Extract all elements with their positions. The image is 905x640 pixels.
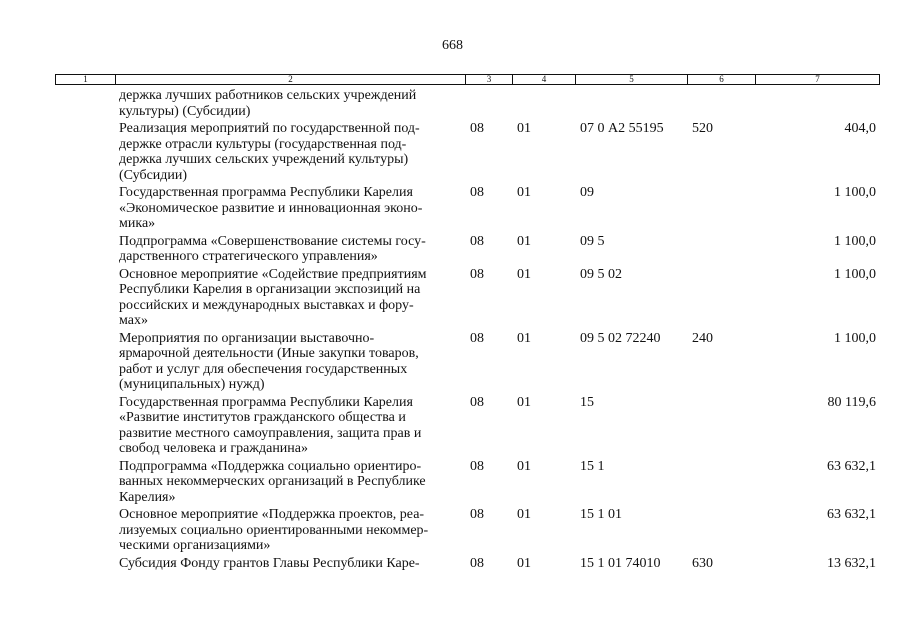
row-target-code: 15 1	[580, 458, 605, 474]
column-header-1: 1	[56, 75, 116, 85]
row-section: 08	[470, 233, 484, 249]
table-row	[55, 507, 879, 554]
table-row	[55, 556, 879, 572]
row-subsection: 01	[517, 266, 531, 282]
table-row	[55, 121, 879, 183]
row-target-code: 15 1 01	[580, 507, 622, 522]
row-target-code: 09 5	[580, 233, 605, 249]
row-name: Основное мероприятие «Поддержка проектов, реа- лизуемых социально ориентированными некоммер- ческими организациями»	[119, 507, 429, 553]
row-target-code: 09 5 02	[580, 266, 622, 282]
row-amount: 80 119,6	[827, 394, 876, 410]
row-name: Субсидия Фонду грантов Главы Республики Каре-	[119, 555, 420, 571]
column-header-4: 4	[513, 75, 576, 85]
row-target-code: 09	[580, 185, 594, 200]
row-name: держка лучших работников сельских учреждений культуры) (Субсидии)	[119, 88, 417, 119]
table-row	[55, 459, 879, 506]
row-target-code: 07 0 А2 55195	[580, 121, 664, 136]
column-header-2: 2	[116, 75, 466, 85]
row-name: Подпрограмма «Совершенствование системы госу- дарственного стратегического управления»	[119, 233, 426, 264]
column-header-3: 3	[466, 75, 513, 85]
row-target-code: 15	[580, 394, 594, 410]
row-name: Государственная программа Республики Карелия «Экономическое развитие и инновационная эконо- мика»	[119, 185, 423, 231]
row-subsection: 01	[517, 394, 531, 410]
column-header-7: 7	[756, 75, 880, 85]
row-expense-type: 520	[692, 121, 713, 136]
row-amount: 1 100,0	[834, 185, 876, 200]
row-name: Государственная программа Республики Карелия «Развитие институтов гражданского общества и развитие местного самоуправления, защита прав и свобод человека и гражданина»	[119, 394, 422, 456]
row-target-code: 15 1 01 74010	[580, 555, 661, 571]
row-section: 08	[470, 330, 484, 346]
column-header-row	[56, 75, 880, 85]
table-row	[55, 395, 879, 457]
column-header-6: 6	[688, 75, 756, 85]
row-amount: 63 632,1	[827, 458, 876, 474]
row-subsection: 01	[517, 507, 531, 522]
row-subsection: 01	[517, 330, 531, 346]
row-subsection: 01	[517, 458, 531, 474]
row-amount: 1 100,0	[834, 330, 876, 346]
row-subsection: 01	[517, 121, 531, 136]
row-amount: 13 632,1	[827, 555, 876, 571]
row-subsection: 01	[517, 555, 531, 571]
table-row	[55, 267, 879, 329]
row-section: 08	[470, 121, 484, 136]
table-row	[55, 88, 879, 119]
row-section: 08	[470, 458, 484, 474]
row-name: Подпрограмма «Поддержка социально ориентиро- ванных некоммерческих организаций в Республике Карелия»	[119, 458, 426, 505]
row-section: 08	[470, 266, 484, 282]
column-header-5: 5	[576, 75, 688, 85]
column-header-table	[55, 74, 880, 85]
row-amount: 1 100,0	[834, 266, 876, 282]
budget-rows	[55, 88, 879, 573]
row-expense-type: 630	[692, 555, 713, 571]
table-row	[55, 185, 879, 232]
row-subsection: 01	[517, 233, 531, 249]
row-section: 08	[470, 185, 484, 200]
row-target-code: 09 5 02 72240	[580, 330, 661, 346]
table-row	[55, 331, 879, 393]
row-section: 08	[470, 555, 484, 571]
row-name: Мероприятия по организации выставочно- ярмарочной деятельности (Иные закупки товаров, работ и услуг для обеспечения государственных (муниципальных) нужд)	[119, 330, 419, 392]
row-amount: 63 632,1	[827, 507, 876, 522]
row-amount: 1 100,0	[834, 233, 876, 249]
row-name: Основное мероприятие «Содействие предприятиям Республики Карелия в организации экспозиций на российских и международных выставках и фору- мах»	[119, 266, 427, 328]
table-row	[55, 234, 879, 265]
row-name: Реализация мероприятий по государственной под- держке отрасли культуры (государственная под- держка лучших сельских учреждений культуры) (Субсидии)	[119, 121, 420, 183]
page-number: 668	[442, 38, 463, 53]
row-section: 08	[470, 394, 484, 410]
row-expense-type: 240	[692, 330, 713, 346]
row-section: 08	[470, 507, 484, 522]
row-amount: 404,0	[844, 121, 876, 136]
row-subsection: 01	[517, 185, 531, 200]
